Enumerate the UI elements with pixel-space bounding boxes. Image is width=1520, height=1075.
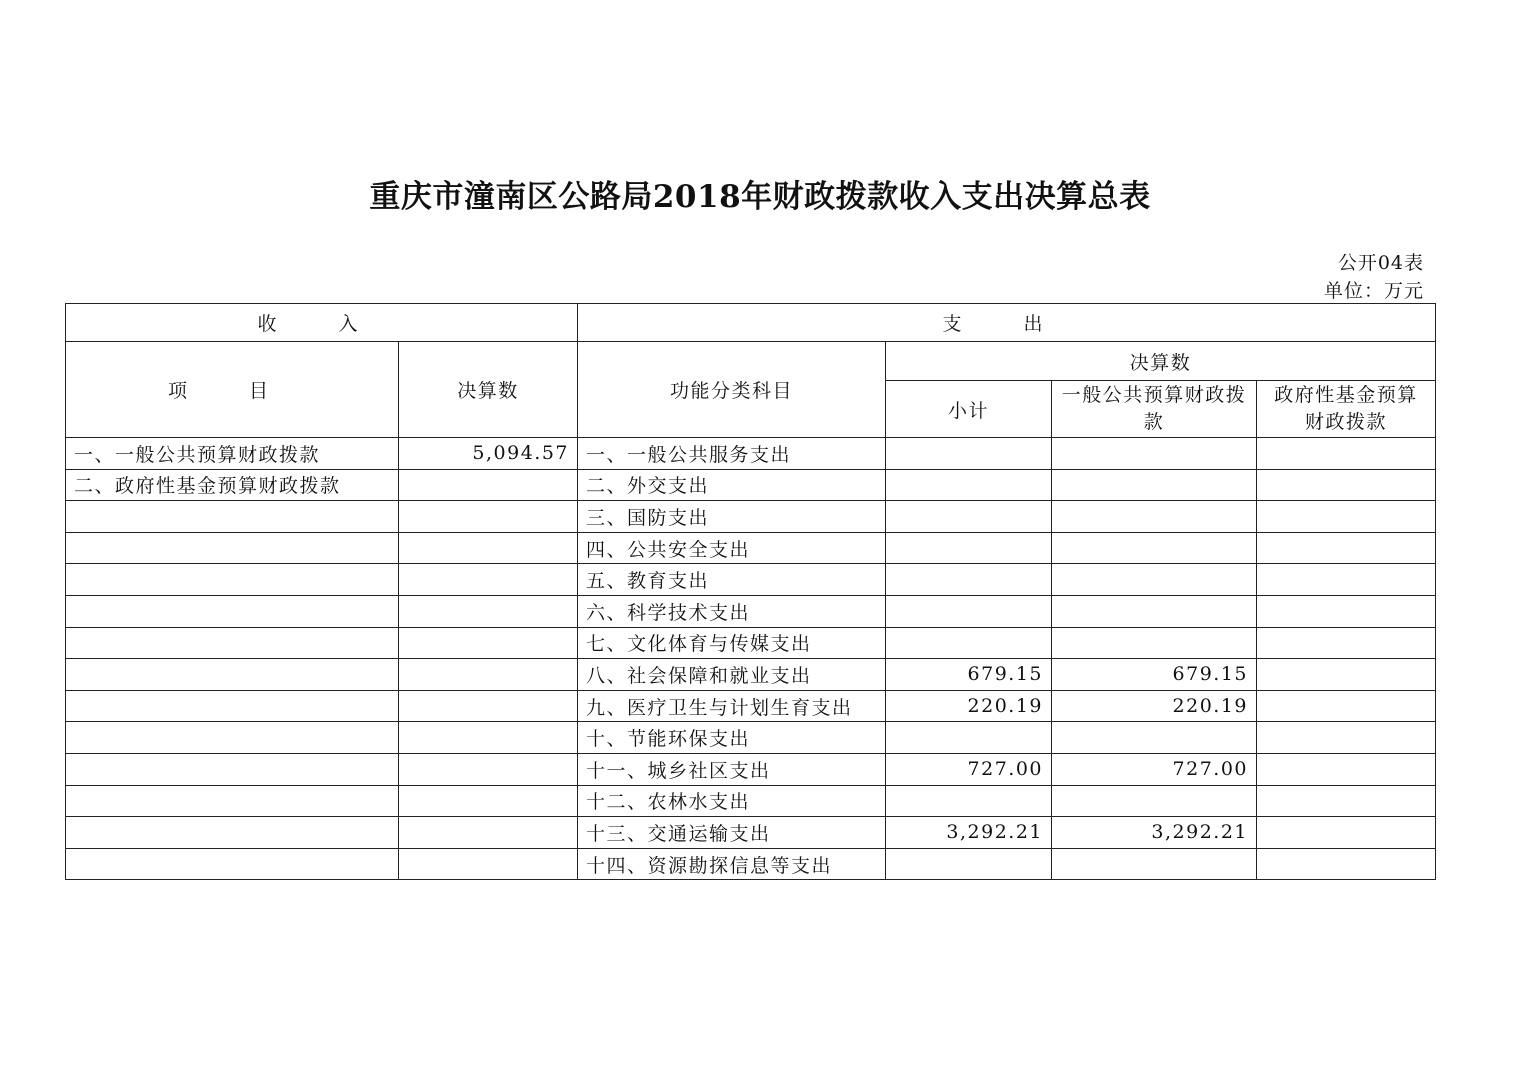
income-amount-cell [399,501,578,533]
table-row [66,817,1436,849]
subtotal-cell [886,785,1052,817]
general-budget-cell: 679.15 [1052,659,1257,691]
income-item-cell: 二、政府性基金预算财政拨款 [66,469,399,501]
income-item-cell [66,595,399,627]
income-amount-cell [399,722,578,754]
general-budget-cell [1052,501,1257,533]
gov-fund-cell [1257,532,1436,564]
subtotal-cell [886,438,1052,470]
general-budget-cell [1052,848,1257,880]
general-budget-cell: 727.00 [1052,753,1257,785]
subtotal-cell [886,501,1052,533]
gov-fund-header: 政府性基金预算财政拨款 [1257,381,1436,438]
general-budget-cell: 220.19 [1052,690,1257,722]
unit-label: 单位：万元 [1323,280,1424,302]
income-item-cell [66,659,399,691]
income-amount-cell [399,753,578,785]
income-amount-cell [399,595,578,627]
expense-item-cell: 六、科学技术支出 [578,595,886,627]
table-row [66,501,1436,533]
subtotal-cell: 220.19 [886,690,1052,722]
expense-item-cell: 十二、农林水支出 [578,785,886,817]
expense-item-cell: 四、公共安全支出 [578,532,886,564]
expense-item-cell: 九、医疗卫生与计划生育支出 [578,690,886,722]
income-amount-cell [399,659,578,691]
gov-fund-cell [1257,817,1436,849]
expense-item-cell: 十一、城乡社区支出 [578,753,886,785]
item-header: 项 目 [66,342,399,438]
table-row [66,785,1436,817]
general-budget-cell [1052,469,1257,501]
expense-item-cell: 一、一般公共服务支出 [578,438,886,470]
header-row-1 [66,304,1436,342]
gov-fund-cell [1257,753,1436,785]
income-item-cell [66,627,399,659]
gov-fund-cell [1257,595,1436,627]
expense-item-cell: 十、节能环保支出 [578,722,886,754]
subtotal-cell [886,848,1052,880]
general-budget-cell: 3,292.21 [1052,817,1257,849]
income-item-cell [66,722,399,754]
income-amount-cell: 5,094.57 [399,438,578,470]
amount-group-header: 决算数 [886,342,1436,381]
table-row [66,627,1436,659]
amount-header: 决算数 [399,342,578,438]
income-item-cell [66,785,399,817]
header-row-2 [66,342,1436,381]
table-row [66,595,1436,627]
income-item-cell [66,501,399,533]
table-row [66,753,1436,785]
income-amount-cell [399,817,578,849]
table-row [66,532,1436,564]
income-item-cell [66,532,399,564]
income-amount-cell [399,469,578,501]
general-budget-cell [1052,532,1257,564]
gov-fund-cell [1257,690,1436,722]
general-budget-cell [1052,595,1257,627]
table-row [66,659,1436,691]
expense-item-cell: 十三、交通运输支出 [578,817,886,849]
subtotal-cell: 3,292.21 [886,817,1052,849]
expense-item-cell: 二、外交支出 [578,469,886,501]
gov-fund-cell [1257,627,1436,659]
general-budget-cell [1052,722,1257,754]
table-row [66,469,1436,501]
subtotal-cell [886,564,1052,596]
gov-fund-cell [1257,785,1436,817]
gov-fund-cell [1257,564,1436,596]
expense-item-cell: 十四、资源勘探信息等支出 [578,848,886,880]
table-row [66,848,1436,880]
gov-fund-cell [1257,438,1436,470]
gov-fund-cell [1257,722,1436,754]
income-amount-cell [399,848,578,880]
func-category-header: 功能分类科目 [578,342,886,438]
income-item-cell [66,564,399,596]
table-row [66,564,1436,596]
income-amount-cell [399,532,578,564]
gov-fund-cell [1257,501,1436,533]
income-item-cell [66,753,399,785]
gov-fund-cell [1257,848,1436,880]
income-item-cell [66,690,399,722]
income-item-cell [66,817,399,849]
expense-item-cell: 八、社会保障和就业支出 [578,659,886,691]
table-row [66,690,1436,722]
income-amount-cell [399,564,578,596]
gov-fund-cell [1257,469,1436,501]
subtotal-cell [886,595,1052,627]
income-amount-cell [399,627,578,659]
income-item-cell [66,848,399,880]
subtotal-cell: 727.00 [886,753,1052,785]
subtotal-cell [886,469,1052,501]
income-header: 收 入 [66,304,578,342]
expense-item-cell: 七、文化体育与传媒支出 [578,627,886,659]
document-title: 重庆市潼南区公路局2018年财政拨款收入支出决算总表 [369,179,1151,215]
general-budget-header: 一般公共预算财政拨款 [1052,381,1257,438]
income-amount-cell [399,785,578,817]
subtotal-cell [886,627,1052,659]
subtotal-cell [886,722,1052,754]
subtotal-header: 小计 [886,381,1052,438]
general-budget-cell [1052,564,1257,596]
income-amount-cell [399,690,578,722]
gov-fund-cell [1257,659,1436,691]
table-row [66,722,1436,754]
subtotal-cell: 679.15 [886,659,1052,691]
general-budget-cell [1052,785,1257,817]
table-row [66,438,1436,470]
general-budget-cell [1052,438,1257,470]
expense-header: 支 出 [578,304,1436,342]
subtotal-cell [886,532,1052,564]
table-code: 公开04表 [1337,252,1424,274]
expense-item-cell: 三、国防支出 [578,501,886,533]
expense-item-cell: 五、教育支出 [578,564,886,596]
fiscal-appropriation-table [65,303,1436,880]
income-item-cell: 一、一般公共预算财政拨款 [66,438,399,470]
general-budget-cell [1052,627,1257,659]
